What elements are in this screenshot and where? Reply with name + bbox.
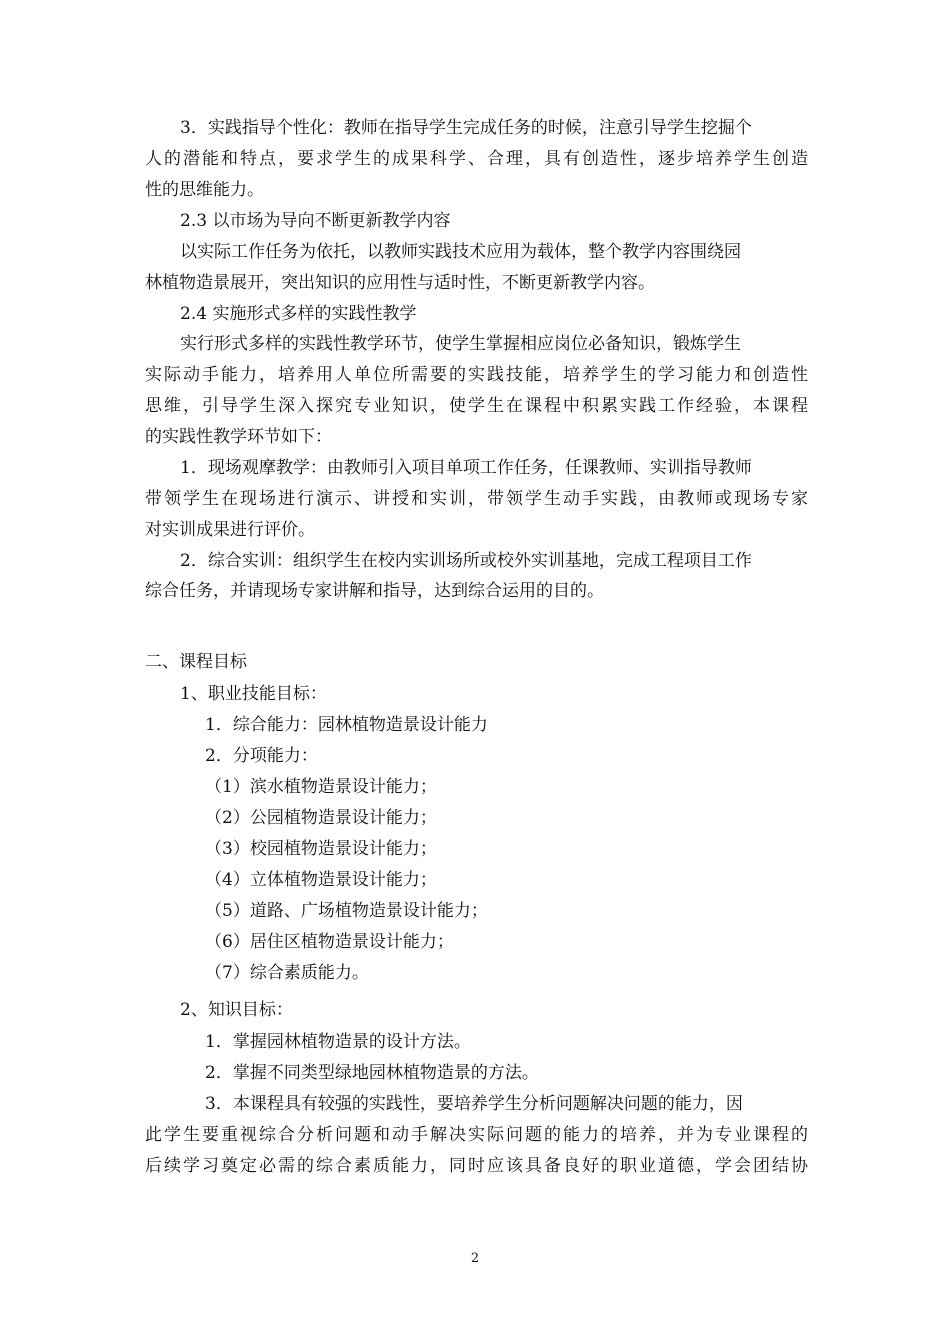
paragraph-line: 思维，引导学生深入探究专业知识，使学生在课程中积累实践工作经验，本课程 bbox=[145, 396, 808, 416]
section-heading: 二、课程目标 bbox=[145, 652, 247, 672]
paragraph-line: 实际动手能力，培养用人单位所需要的实践技能，培养学生的学习能力和创造性 bbox=[145, 365, 808, 385]
list-item: （6）居住区植物造景设计能力； bbox=[205, 932, 454, 952]
page-number: 2 bbox=[470, 1251, 480, 1266]
paragraph-line: 综合任务，并请现场专家讲解和指导，达到综合运用的目的。 bbox=[145, 581, 604, 601]
paragraph-line: 性的思维能力。 bbox=[145, 180, 264, 200]
paragraph-line: 此学生要重视综合分析问题和动手解决实际问题的能力的培养，并为专业课程的 bbox=[145, 1125, 808, 1145]
list-item: （4）立体植物造景设计能力； bbox=[205, 870, 437, 890]
paragraph-line: 带领学生在现场进行演示、讲授和实训，带领学生动手实践，由教师或现场专家 bbox=[145, 489, 808, 509]
list-item: 2．分项能力： bbox=[205, 746, 318, 766]
list-item: 1．掌握园林植物造景的设计方法。 bbox=[205, 1032, 471, 1052]
list-item: 2．掌握不同类型绿地园林植物造景的方法。 bbox=[205, 1063, 539, 1083]
paragraph-line: 2．综合实训：组织学生在校内实训场所或校外实训基地，完成工程项目工作 bbox=[180, 551, 752, 571]
paragraph-line: 对实训成果进行评价。 bbox=[145, 520, 315, 540]
list-item: （5）道路、广场植物造景设计能力； bbox=[205, 901, 488, 921]
paragraph-line: 1．现场观摩教学：由教师引入项目单项工作任务，任课教师、实训指导教师 bbox=[180, 458, 752, 478]
list-item: （3）校园植物造景设计能力； bbox=[205, 839, 437, 859]
paragraph-line: 实行形式多样的实践性教学环节，使学生掌握相应岗位必备知识，锻炼学生 bbox=[180, 334, 741, 354]
subheading: 2、知识目标： bbox=[180, 1000, 293, 1020]
paragraph-line: 以实际工作任务为依托，以教师实践技术应用为载体，整个教学内容围绕园 bbox=[180, 242, 741, 262]
paragraph-line: 后续学习奠定必需的综合素质能力，同时应该具备良好的职业道德，学会团结协 bbox=[145, 1156, 808, 1176]
paragraph-line: 林植物造景展开，突出知识的应用性与适时性，不断更新教学内容。 bbox=[145, 273, 655, 293]
paragraph-line: 3．实践指导个性化：教师在指导学生完成任务的时候，注意引导学生挖掘个 bbox=[180, 118, 752, 138]
list-item: （1）滨水植物造景设计能力； bbox=[205, 777, 437, 797]
list-item: （7）综合素质能力。 bbox=[205, 963, 369, 983]
list-item: （2）公园植物造景设计能力； bbox=[205, 808, 437, 828]
subheading: 2.3 以市场为导向不断更新教学内容 bbox=[180, 211, 451, 231]
list-item: 1．综合能力：园林植物造景设计能力 bbox=[205, 715, 488, 735]
paragraph-line: 人的潜能和特点，要求学生的成果科学、合理，具有创造性，逐步培养学生创造 bbox=[145, 149, 808, 169]
subheading: 1、职业技能目标： bbox=[180, 684, 327, 704]
paragraph-line: 的实践性教学环节如下： bbox=[145, 427, 332, 447]
subheading: 2.4 实施形式多样的实践性教学 bbox=[180, 304, 417, 324]
paragraph-line: 3．本课程具有较强的实践性，要培养学生分析问题解决问题的能力，因 bbox=[205, 1094, 743, 1114]
